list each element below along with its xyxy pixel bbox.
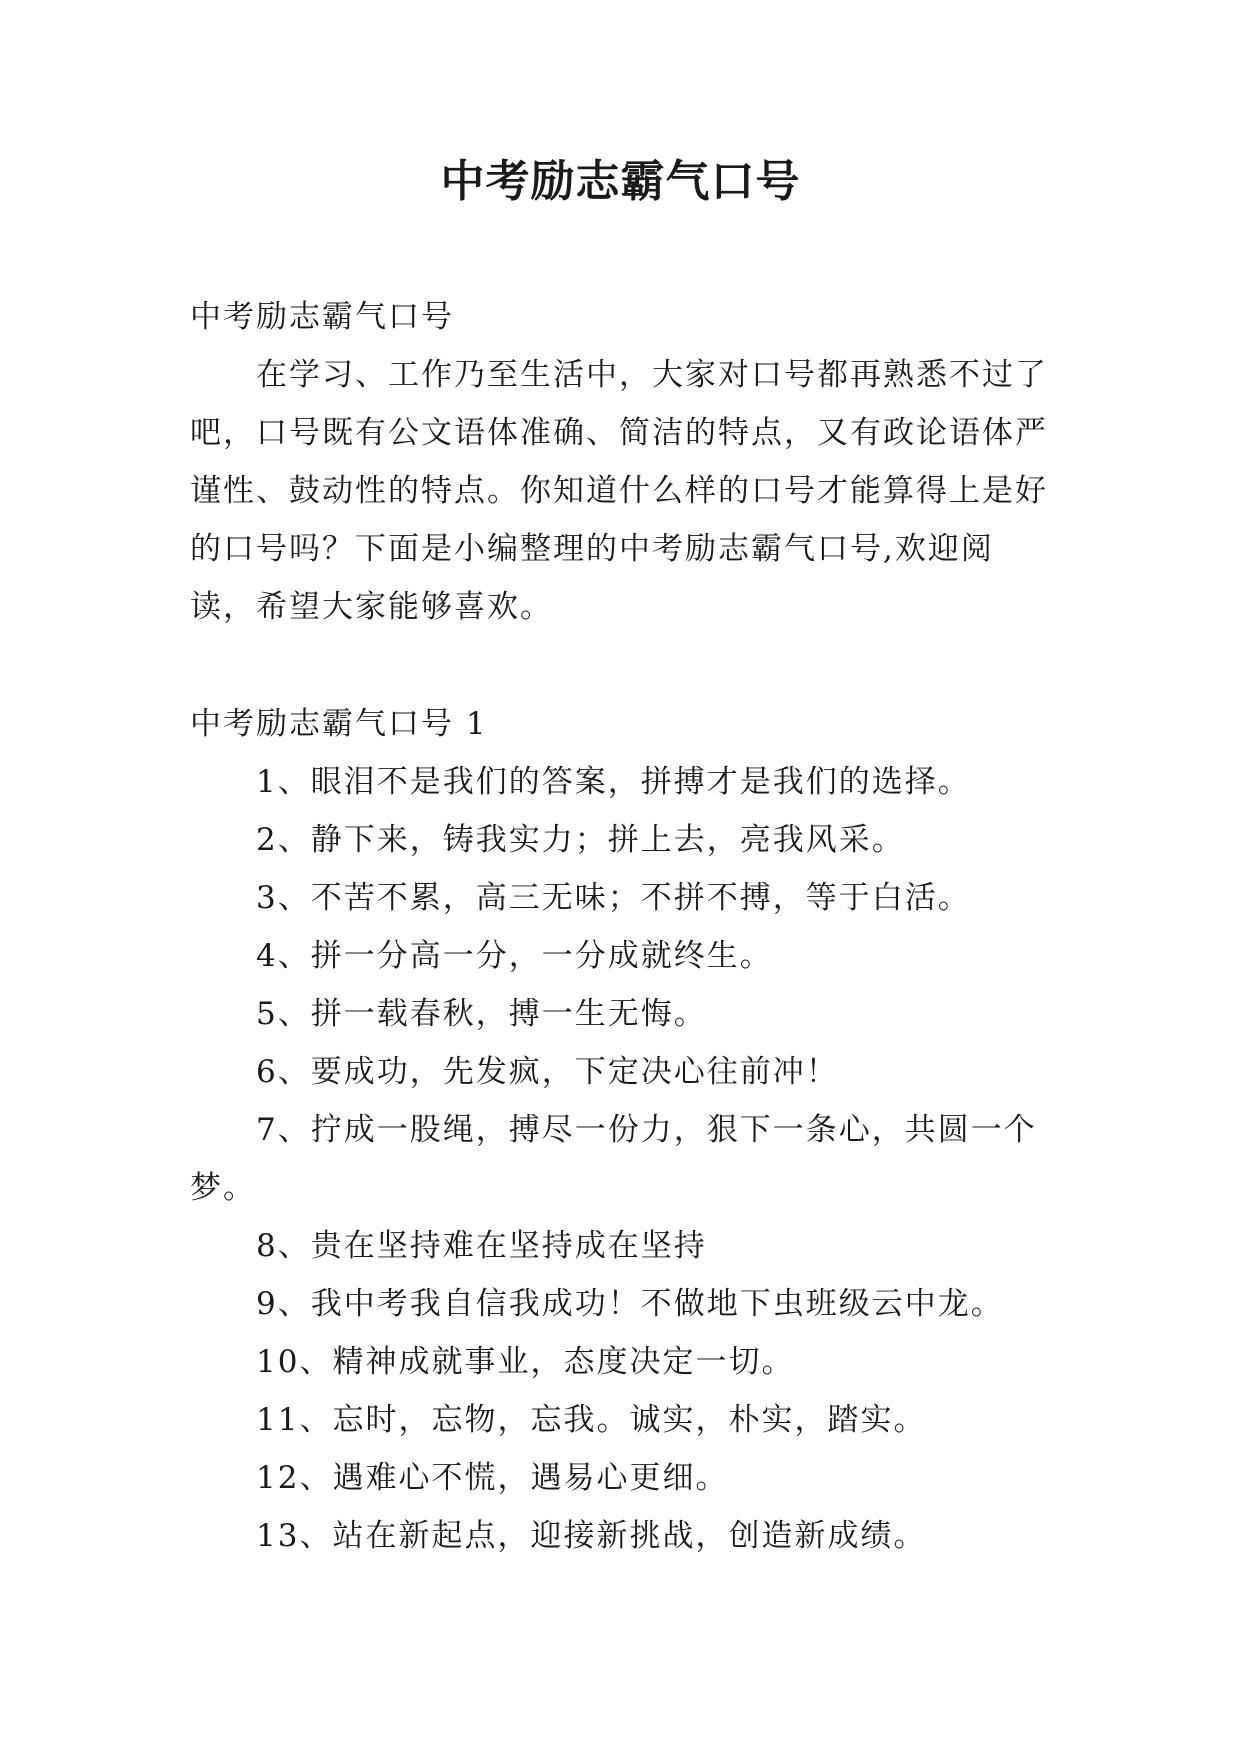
slogan-item: 4、拼一分高一分，一分成就终生。 — [256, 938, 773, 974]
slogan-item: 1、眼泪不是我们的答案，拼搏才是我们的选择。 — [256, 764, 971, 800]
slogan-item: 12、遇难心不慌，遇易心更细。 — [256, 1460, 729, 1496]
slogan-item: 3、不苦不累，高三无味；不拼不搏，等于白活。 — [256, 880, 971, 916]
slogan-item: 7、拧成一股绳，搏尽一份力，狠下一条心，共圆一个梦。 — [190, 1112, 1037, 1206]
slogan-item: 6、要成功，先发疯，下定决心往前冲！ — [256, 1054, 839, 1090]
slogan-item: 2、静下来，铸我实力；拼上去，亮我风采。 — [256, 822, 905, 858]
intro-paragraph: 在学习、工作乃至生活中，大家对口号都再熟悉不过了吧，口号既有公文语体准确、简洁的特点，又有政论语体严谨性、鼓动性的特点。你知道什么样的口号才能算得上是好的口号吗？下面是小编整理的中考励志霸气口号,欢迎阅读，希望大家能够喜欢。 — [190, 357, 1048, 625]
intro-heading: 中考励志霸气口号 — [190, 299, 454, 335]
slogan-item: 8、贵在坚持难在坚持成在坚持 — [256, 1228, 707, 1264]
slogan-list — [190, 753, 1058, 1565]
slogan-item: 9、我中考我自信我成功！不做地下虫班级云中龙。 — [256, 1286, 1004, 1322]
slogan-item: 5、拼一载春秋，搏一生无悔。 — [256, 996, 707, 1032]
section-heading-1: 中考励志霸气口号 1 — [190, 706, 488, 742]
slogan-item: 10、精神成就事业，态度决定一切。 — [256, 1344, 795, 1380]
slogan-item: 13、站在新起点，迎接新挑战，创造新成绩。 — [256, 1518, 927, 1554]
document-title: 中考励志霸气口号 — [440, 156, 801, 207]
slogan-item: 11、忘时，忘物，忘我。诚实，朴实，踏实。 — [256, 1402, 927, 1438]
